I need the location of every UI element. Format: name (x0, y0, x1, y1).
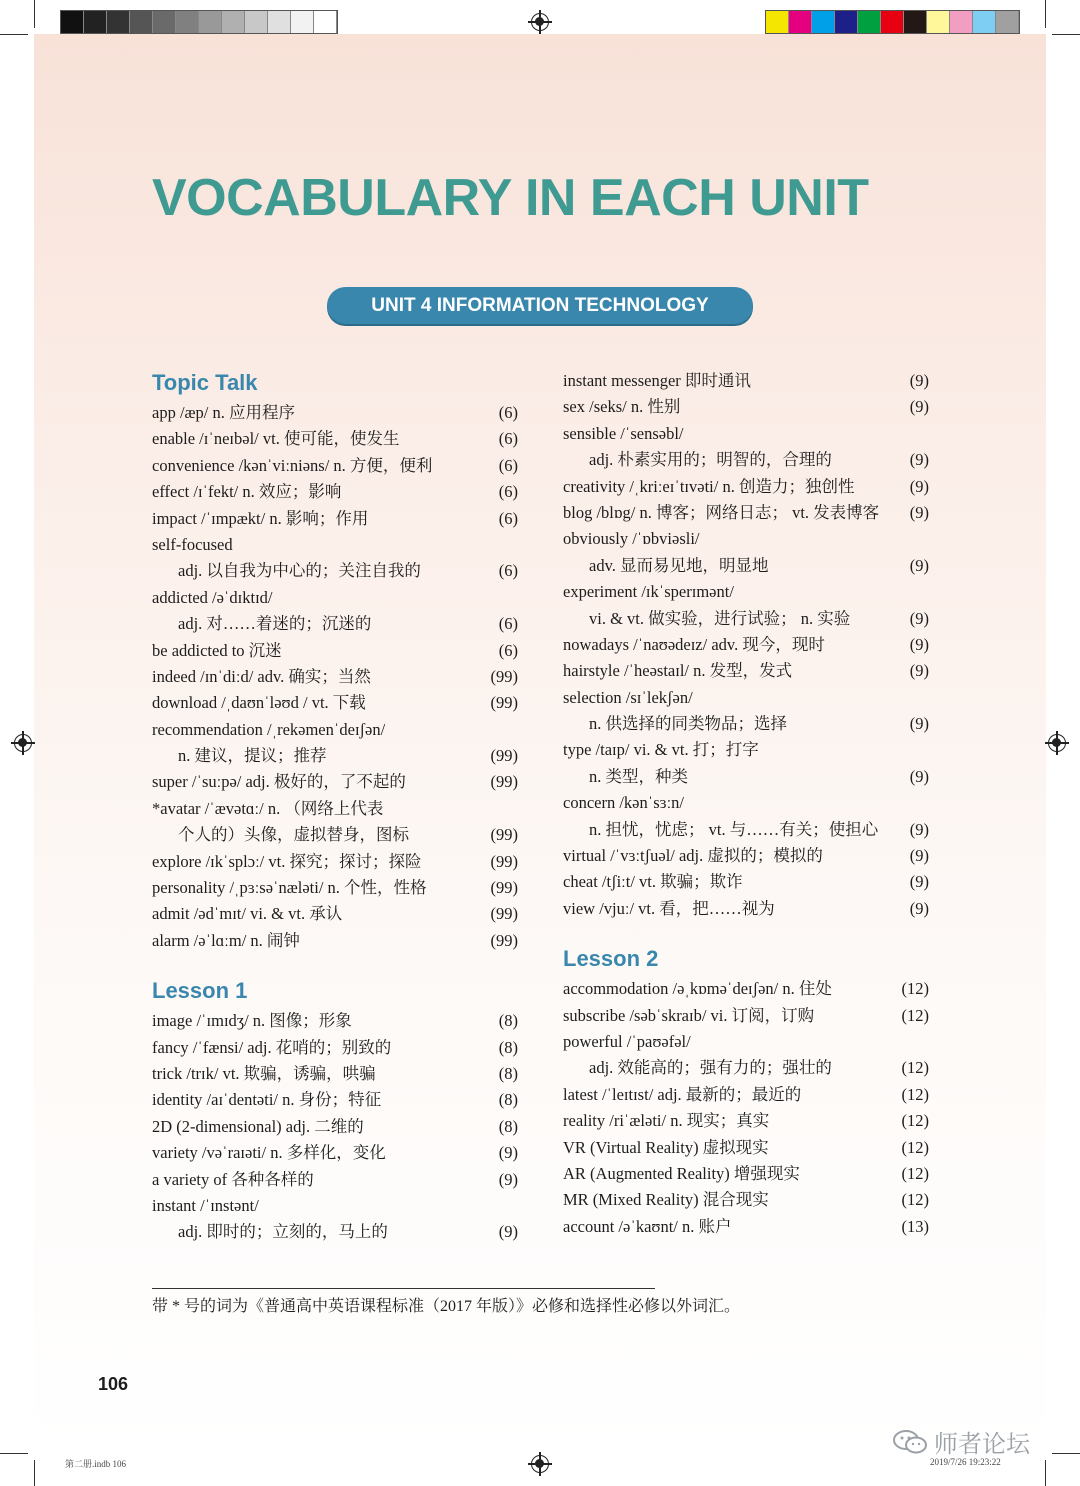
entry-page-ref: (9) (909, 450, 929, 470)
entry-page-ref: (99) (490, 746, 518, 766)
entry-page-ref: (12) (901, 1163, 929, 1183)
calibration-swatch (973, 11, 996, 33)
vocabulary-entry (563, 447, 929, 473)
vocabulary-entry (152, 1219, 518, 1245)
entry-page-ref (899, 1029, 929, 1055)
calibration-swatch (268, 11, 291, 33)
entry-page-ref: (6) (498, 482, 518, 502)
crop-mark (0, 1453, 28, 1454)
vocabulary-entry (152, 400, 518, 426)
entry-text: adj. 效能高的；强有力的；强壮的 (589, 1058, 832, 1078)
entry-page-ref (488, 585, 518, 611)
vocabulary-entry (152, 849, 518, 875)
entry-text: n. 类型，种类 (589, 766, 688, 786)
entry-page-ref (488, 717, 518, 743)
entry-page-ref (899, 579, 929, 605)
registration-mark-bottom (531, 1455, 549, 1473)
vocabulary-entry (563, 553, 929, 579)
entry-text: *avatar /ˈævətɑː/ n. （网络上代表 (152, 798, 384, 818)
entry-text: latest /ˈleɪtɪst/ adj. 最新的；最近的 (563, 1084, 802, 1104)
entry-page-ref: (9) (498, 1143, 518, 1163)
entry-text: self-focused (152, 534, 233, 554)
entry-text: indeed /ɪnˈdiːd/ adv. 确实；当然 (152, 666, 371, 686)
entry-page-ref: (12) (901, 979, 929, 999)
entry-text: 个人的）头像，虚拟替身，图标 (178, 825, 409, 845)
entry-page-ref: (9) (498, 1222, 518, 1242)
entry-text: effect /ɪˈfekt/ n. 效应；影响 (152, 482, 342, 502)
vocabulary-entry (152, 822, 518, 848)
vocabulary-entry (563, 817, 929, 843)
vocabulary-entry (563, 764, 929, 790)
vocabulary-entry (563, 394, 929, 420)
calibration-swatch (927, 11, 950, 33)
entry-page-ref: (12) (901, 1190, 929, 1210)
entry-text: adj. 即时的；立刻的，马上的 (178, 1222, 388, 1242)
section-heading: Lesson 1 (152, 978, 248, 1004)
entry-text: a variety of 各种各样的 (152, 1169, 314, 1189)
watermark (892, 1424, 1030, 1459)
vocabulary-entry (563, 474, 929, 500)
entry-page-ref (488, 796, 518, 822)
registration-mark-top (531, 13, 549, 31)
entry-page-ref: (9) (909, 397, 929, 417)
vocabulary-entry (152, 1140, 518, 1166)
vocabulary-entry (563, 896, 929, 922)
calibration-swatch (176, 11, 199, 33)
entry-page-ref: (99) (490, 930, 518, 950)
entry-text: recommendation /ˌrekəmenˈdeɪʃən/ (152, 719, 386, 739)
calibration-swatch (789, 11, 812, 33)
entry-text: super /ˈsuːpə/ adj. 极好的，了不起的 (152, 772, 406, 792)
vocabulary-entry (563, 1135, 929, 1161)
entry-page-ref: (13) (901, 1216, 929, 1236)
calibration-swatch (245, 11, 268, 33)
vocabulary-entry (563, 526, 929, 552)
entry-page-ref (488, 532, 518, 558)
color-calibration-bar (765, 10, 1020, 34)
section-heading: Topic Talk (152, 370, 258, 395)
wechat-icon (892, 1429, 928, 1455)
calibration-swatch (107, 11, 130, 33)
calibration-swatch (84, 11, 107, 33)
entry-page-ref: (99) (490, 851, 518, 871)
calibration-swatch (130, 11, 153, 33)
entry-page-ref: (99) (490, 772, 518, 792)
entry-page-ref: (9) (909, 555, 929, 575)
vocabulary-entry (563, 869, 929, 895)
entry-page-ref: (9) (909, 476, 929, 496)
entry-page-ref: (8) (498, 1011, 518, 1031)
page-title: VOCABULARY IN EACH UNIT (152, 169, 869, 227)
entry-text: image /ˈɪmɪdʒ/ n. 图像；形象 (152, 1011, 352, 1031)
entry-page-ref: (9) (909, 846, 929, 866)
vocabulary-entry (152, 611, 518, 637)
vocabulary-entry (563, 1055, 929, 1081)
vocabulary-column-right (563, 368, 929, 1240)
vocabulary-column-left (152, 368, 518, 1246)
entry-page-ref: (9) (909, 766, 929, 786)
calibration-swatch (766, 11, 789, 33)
entry-page-ref: (9) (909, 819, 929, 839)
entry-page-ref: (12) (901, 1005, 929, 1025)
entry-text: selection /sɪˈlekʃən/ (563, 687, 693, 707)
crop-mark (34, 1460, 35, 1486)
entry-text: n. 供选择的同类物品；选择 (589, 714, 787, 734)
calibration-swatch (153, 11, 176, 33)
entry-text: impact /ˈɪmpækt/ n. 影响；作用 (152, 508, 369, 528)
entry-text: instant messenger 即时通讯 (563, 371, 751, 390)
entry-text: account /əˈkaʊnt/ n. 账户 (563, 1216, 732, 1236)
vocabulary-entry (152, 1114, 518, 1140)
entry-page-ref: (99) (490, 693, 518, 713)
entry-page-ref (899, 421, 929, 447)
vocabulary-entry (563, 790, 929, 816)
vocabulary-entry (152, 585, 518, 611)
entry-page-ref: (12) (901, 1058, 929, 1078)
entry-page-ref: (9) (498, 1169, 518, 1189)
vocabulary-entry (563, 1082, 929, 1108)
vocabulary-entry (563, 737, 929, 763)
entry-page-ref (899, 737, 929, 763)
calibration-swatch (291, 11, 314, 33)
entry-text: trick /trɪk/ vt. 欺骗，诱骗，哄骗 (152, 1063, 376, 1083)
calibration-swatch (858, 11, 881, 33)
entry-page-ref: (6) (498, 614, 518, 634)
vocabulary-entry (563, 421, 929, 447)
entry-page-ref: (9) (909, 608, 929, 628)
entry-text: n. 担忧，忧虑； vt. 与……有关；使担心 (589, 819, 879, 839)
entry-page-ref: (6) (498, 640, 518, 660)
calibration-swatch (222, 11, 245, 33)
entry-page-ref: (99) (490, 825, 518, 845)
vocabulary-entry (563, 843, 929, 869)
vocabulary-entry (563, 500, 929, 526)
vocabulary-entry (152, 506, 518, 532)
entry-text: subscribe /səbˈskraɪb/ vi. 订阅，订购 (563, 1005, 815, 1025)
vocabulary-entry (152, 1193, 518, 1219)
entry-text: personality /ˌpɜːsəˈnæləti/ n. 个性，性格 (152, 878, 427, 898)
calibration-swatch (314, 11, 337, 33)
entry-text: explore /ɪkˈsplɔː/ vt. 探究；探讨；探险 (152, 851, 422, 871)
registration-mark-left (14, 734, 32, 752)
vocabulary-entry (152, 479, 518, 505)
entry-page-ref: (8) (498, 1090, 518, 1110)
unit-banner: UNIT 4 INFORMATION TECHNOLOGY (327, 287, 753, 324)
vocabulary-entry (152, 664, 518, 690)
vocabulary-entry (152, 1008, 518, 1034)
entry-text: vi. & vt. 做实验，进行试验； n. 实验 (589, 608, 851, 628)
entry-text: concern /kənˈsɜːn/ (563, 793, 685, 813)
entry-page-ref: (6) (498, 561, 518, 581)
entry-text: VR (Virtual Reality) 虚拟现实 (563, 1137, 769, 1157)
calibration-swatch (812, 11, 835, 33)
entry-text: reality /riˈæləti/ n. 现实；真实 (563, 1111, 770, 1131)
entry-page-ref: (9) (909, 872, 929, 892)
vocabulary-entry (152, 717, 518, 743)
vocabulary-entry (563, 1161, 929, 1187)
print-slug-file: 第二册.indb 106 (65, 1459, 127, 1469)
vocabulary-entry (563, 606, 929, 632)
entry-page-ref: (99) (490, 666, 518, 686)
entry-text: cheat /tʃiːt/ vt. 欺骗；欺诈 (563, 872, 743, 892)
calibration-swatch (950, 11, 973, 33)
vocabulary-entry (563, 1029, 929, 1055)
vocabulary-entry (563, 976, 929, 1002)
entry-page-ref: (6) (498, 455, 518, 475)
entry-page-ref: (12) (901, 1111, 929, 1131)
entry-page-ref: (9) (909, 634, 929, 654)
entry-text: adj. 对……着迷的；沉迷的 (178, 614, 372, 634)
calibration-swatch (881, 11, 904, 33)
entry-text: view /vjuː/ vt. 看，把……视为 (563, 898, 775, 918)
entry-text: blog /blɒg/ n. 博客；网络日志； vt. 发表博客 (563, 502, 880, 522)
vocabulary-entry (563, 711, 929, 737)
vocabulary-entry (152, 1087, 518, 1113)
crop-mark (34, 0, 35, 28)
entry-page-ref: (12) (901, 1137, 929, 1157)
section-heading: Lesson 2 (563, 946, 659, 972)
crop-mark (1045, 0, 1046, 28)
entry-page-ref: (99) (490, 904, 518, 924)
entry-text: variety /vəˈraɪəti/ n. 多样化，变化 (152, 1143, 386, 1163)
registration-mark-right (1048, 734, 1066, 752)
vocabulary-entry (152, 638, 518, 664)
entry-text: MR (Mixed Reality) 混合现实 (563, 1190, 769, 1210)
entry-text: fancy /ˈfænsi/ adj. 花哨的；别致的 (152, 1037, 392, 1057)
entry-text: adv. 显而易见地，明显地 (589, 555, 769, 575)
footnote-divider (152, 1288, 655, 1289)
entry-page-ref: (9) (909, 714, 929, 734)
entry-text: adj. 以自我为中心的；关注自我的 (178, 561, 421, 581)
vocabulary-entry (152, 532, 518, 558)
entry-text: hairstyle /ˈheəstaɪl/ n. 发型，发式 (563, 661, 793, 681)
vocabulary-entry (563, 368, 929, 394)
entry-text: virtual /ˈvɜːtʃuəl/ adj. 虚拟的；模拟的 (563, 846, 823, 866)
crop-mark (1052, 34, 1080, 35)
entry-page-ref (899, 526, 929, 552)
vocabulary-entry (152, 426, 518, 452)
entry-text: obviously /ˈɒbviəsli/ (563, 529, 700, 549)
entry-text: instant /ˈɪnstənt/ (152, 1195, 259, 1215)
entry-text: alarm /əˈlɑːm/ n. 闹钟 (152, 930, 300, 950)
entry-text: convenience /kənˈviːniəns/ n. 方便，便利 (152, 455, 433, 475)
entry-text: AR (Augmented Reality) 增强现实 (563, 1163, 800, 1183)
vocabulary-entry (152, 928, 518, 954)
entry-page-ref: (6) (498, 508, 518, 528)
entry-page-ref: (9) (909, 502, 929, 522)
vocabulary-entry (563, 1187, 929, 1213)
entry-page-ref: (6) (498, 403, 518, 422)
entry-page-ref: (99) (490, 878, 518, 898)
vocabulary-entry (563, 579, 929, 605)
entry-page-ref (899, 790, 929, 816)
vocabulary-entry (563, 1214, 929, 1240)
entry-page-ref: (9) (909, 371, 929, 390)
vocabulary-entry (152, 558, 518, 584)
entry-text: admit /ədˈmɪt/ vi. & vt. 承认 (152, 904, 343, 924)
entry-page-ref (488, 1193, 518, 1219)
entry-text: nowadays /ˈnaʊədeɪz/ adv. 现今，现时 (563, 634, 825, 654)
entry-text: sex /seks/ n. 性别 (563, 397, 681, 417)
vocabulary-entry (563, 1003, 929, 1029)
calibration-swatch (835, 11, 858, 33)
entry-text: enable /ɪˈneɪbəl/ vt. 使可能，使发生 (152, 429, 400, 449)
entry-text: powerful /ˈpaʊəfəl/ (563, 1031, 691, 1051)
vocabulary-entry (152, 1167, 518, 1193)
entry-text: experiment /ɪkˈsperɪmənt/ (563, 582, 734, 602)
calibration-swatch (61, 11, 84, 33)
entry-page-ref (899, 685, 929, 711)
vocabulary-entry (152, 1061, 518, 1087)
entry-page-ref: (9) (909, 661, 929, 681)
entry-text: n. 建议，提议；推荐 (178, 746, 327, 766)
entry-text: type /taɪp/ vi. & vt. 打；打字 (563, 740, 759, 760)
entry-text: sensible /ˈsensəbl/ (563, 423, 684, 443)
entry-page-ref: (9) (909, 898, 929, 918)
calibration-swatch (199, 11, 222, 33)
entry-text: download /ˌdaʊnˈləʊd / vt. 下载 (152, 693, 366, 713)
entry-text: identity /aɪˈdentəti/ n. 身份；特征 (152, 1090, 382, 1110)
vocabulary-entry (563, 658, 929, 684)
entry-text: 2D (2-dimensional) adj. 二维的 (152, 1116, 364, 1136)
section-gap (563, 922, 929, 944)
entry-text: app /æp/ n. 应用程序 (152, 403, 295, 422)
crop-mark (1045, 1460, 1046, 1486)
vocabulary-entry (152, 769, 518, 795)
entry-page-ref: (8) (498, 1037, 518, 1057)
entry-text: addicted /əˈdɪktɪd/ (152, 587, 273, 607)
vocabulary-entry (563, 1108, 929, 1134)
entry-text: adj. 朴素实用的；明智的，合理的 (589, 450, 832, 470)
entry-page-ref: (12) (901, 1084, 929, 1104)
page-number: 106 (98, 1374, 129, 1394)
entry-page-ref: (6) (498, 429, 518, 449)
section-gap (152, 954, 518, 976)
entry-text: accommodation /əˌkɒməˈdeɪʃən/ n. 住处 (563, 979, 832, 999)
calibration-swatch (996, 11, 1019, 33)
crop-mark (1052, 1453, 1080, 1454)
vocabulary-entry (152, 690, 518, 716)
vocabulary-entry (152, 453, 518, 479)
footnote: 带 * 号的词为《普通高中英语课程标准（2017 年版）》必修和选择性必修以外词汇。 (152, 1298, 741, 1315)
print-slug-timestamp: 2019/7/26 19:23:22 (930, 1457, 1001, 1467)
crop-mark (0, 34, 28, 35)
watermark-text: 师者论坛 (934, 1430, 1030, 1458)
vocabulary-entry (152, 796, 518, 822)
vocabulary-entry (152, 875, 518, 901)
gray-calibration-bar (60, 10, 338, 34)
vocabulary-entry (152, 1035, 518, 1061)
calibration-swatch (904, 11, 927, 33)
vocabulary-entry (152, 901, 518, 927)
vocabulary-entry (563, 632, 929, 658)
entry-text: creativity /ˌkriːeɪˈtɪvəti/ n. 创造力；独创性 (563, 476, 855, 496)
vocabulary-entry (152, 743, 518, 769)
entry-page-ref: (8) (498, 1063, 518, 1083)
vocabulary-entry (563, 685, 929, 711)
entry-page-ref: (8) (498, 1116, 518, 1136)
entry-text: be addicted to 沉迷 (152, 640, 282, 660)
